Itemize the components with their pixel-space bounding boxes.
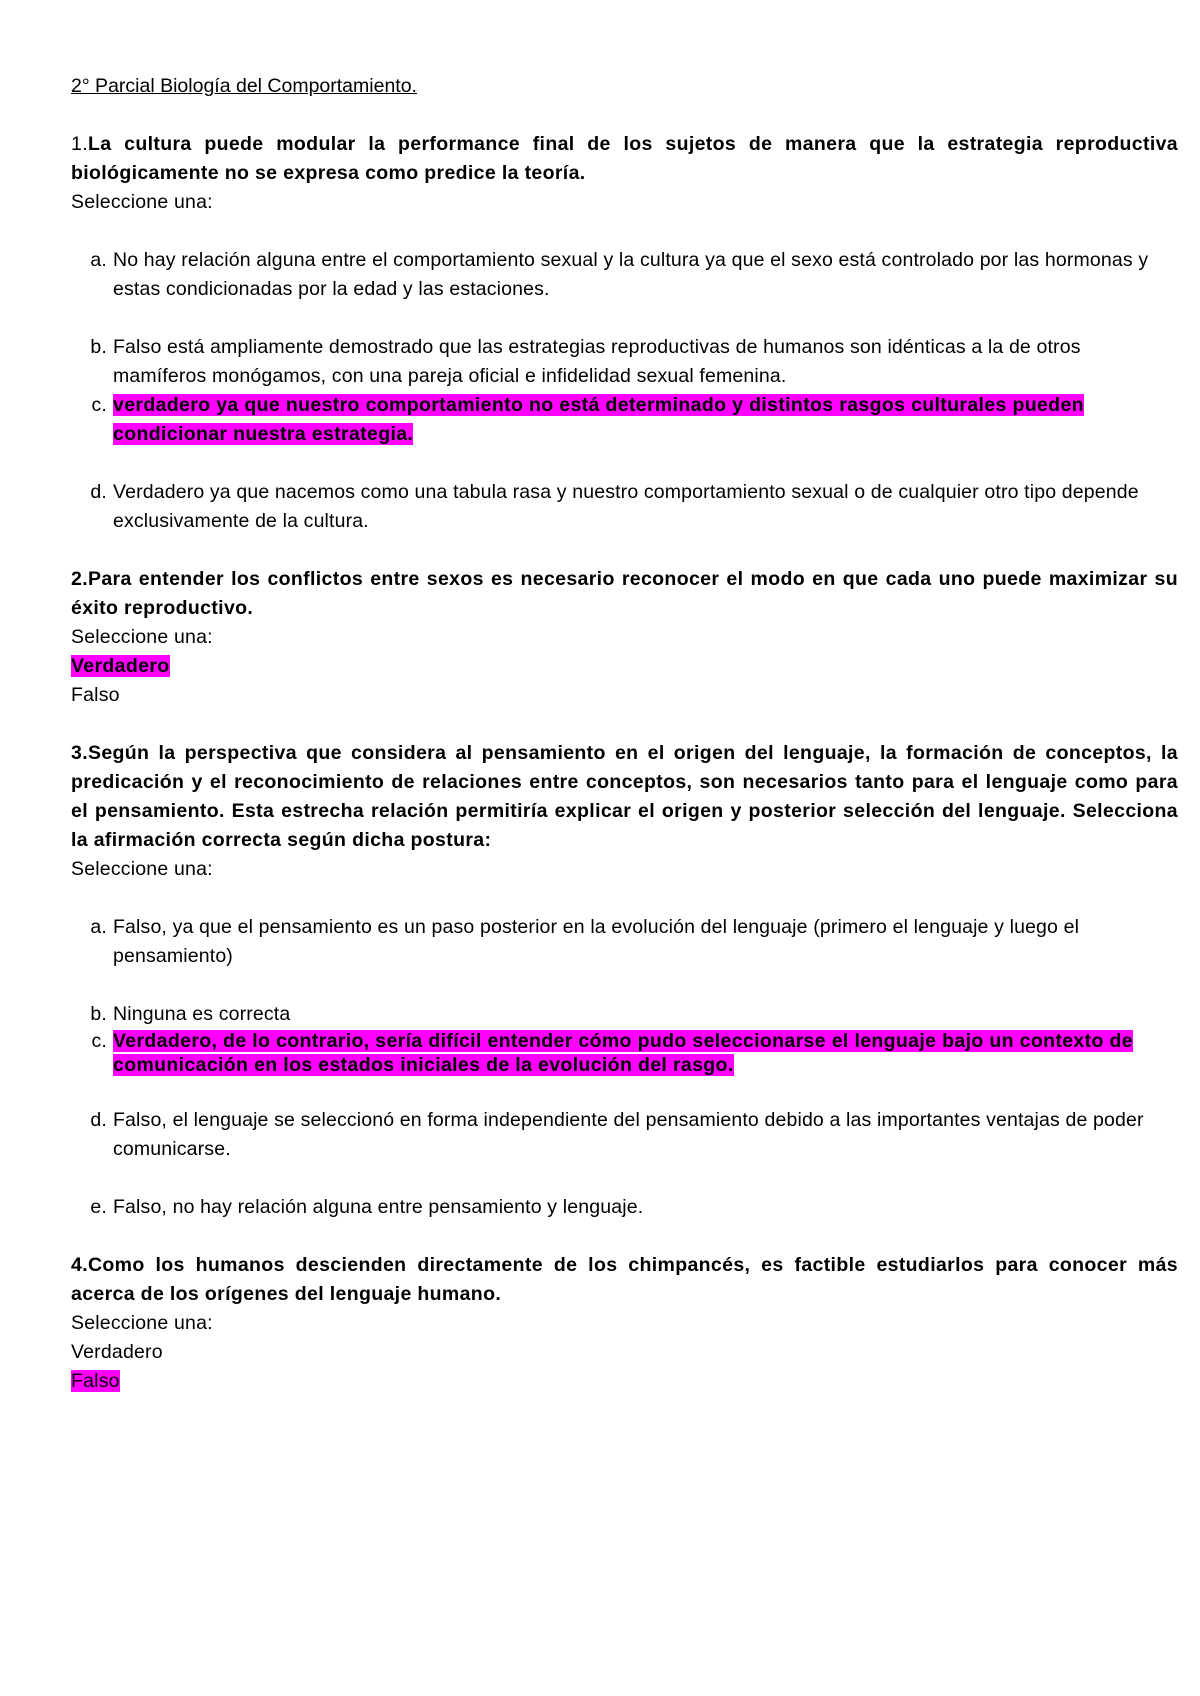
select-one-label: Seleccione una: <box>71 1312 213 1334</box>
answer-option-e <box>71 1193 1178 1222</box>
option-text: Falso, no hay relación alguna entre pensamiento y lenguaje. <box>113 1196 644 1218</box>
document-title: 2° Parcial Biología del Comportamiento. <box>71 75 417 97</box>
option-letter: a. <box>90 249 107 271</box>
option-letter: e. <box>90 1196 107 1218</box>
option-letter: b. <box>90 1003 107 1025</box>
option-text: Falso, el lenguaje se seleccionó en forma independiente del pensamiento debido a las importantes ventajas de poder comunicarse. <box>113 1109 1144 1160</box>
select-one-label: Seleccione una: <box>71 858 213 880</box>
question-4 <box>71 1251 1178 1396</box>
true-option: Verdadero <box>71 1341 163 1363</box>
option-text: Falso, ya que el pensamiento es un paso posterior en la evolución del lenguaje (primero el lenguaje y luego el pensamiento) <box>113 916 1080 967</box>
question-text <box>71 739 1178 855</box>
option-letter: c. <box>91 394 107 416</box>
option-letter: d. <box>90 481 107 503</box>
answer-option-a <box>71 246 1178 304</box>
answer-option-d <box>71 1106 1178 1164</box>
true-option-correct <box>71 652 1178 681</box>
option-letter: c. <box>91 1030 107 1052</box>
question-statement: Para entender los conflictos entre sexos es necesario reconocer el modo en que cada uno puede maximizar su éxito reproductivo. <box>71 568 1178 619</box>
question-3 <box>71 739 1178 1222</box>
answer-options <box>71 913 1178 1222</box>
question-number: 3. <box>71 742 88 764</box>
option-text: No hay relación alguna entre el comportamiento sexual y la cultura ya que el sexo está controlado por las hormonas y estas condicionadas por la edad y las estaciones. <box>113 249 1149 300</box>
question-text <box>71 565 1178 623</box>
question-statement: Según la perspectiva que considera al pensamiento en el origen del lenguaje, la formación de conceptos, la predicación y el reconocimiento de relaciones entre conceptos, son necesarios tanto para el lenguaje como para el pensamiento. Esta estrecha relación permitiría explicar el origen y posterior selección del lenguaje. Selecciona la afirmación correcta según dicha postura: <box>71 742 1178 851</box>
answer-options <box>71 246 1178 536</box>
option-text: Falso está ampliamente demostrado que las estrategias reproductivas de humanos son idénticas a la de otros mamíferos monógamos, con una pareja oficial e infidelidad sexual femenina. <box>113 336 1081 387</box>
question-number: 1. <box>71 133 88 155</box>
select-one-label: Seleccione una: <box>71 626 213 648</box>
answer-option-b <box>71 333 1178 391</box>
highlighted-correct-answer: Falso <box>71 1370 120 1392</box>
question-statement: La cultura puede modular la performance final de los sujetos de manera que la estrategia reproductiva biológicamente no se expresa como predice la teoría. <box>71 133 1178 184</box>
document-page <box>71 72 1178 1396</box>
question-text <box>71 1251 1178 1309</box>
highlighted-correct-answer: verdadero ya que nuestro comportamiento no está determinado y distintos rasgos culturales pueden condicionar nuestra estrategia. <box>113 394 1084 445</box>
answer-option-a <box>71 913 1178 971</box>
option-text: Verdadero ya que nacemos como una tabula rasa y nuestro comportamiento sexual o de cualquier otro tipo depende exclusivamente de la cultura. <box>113 481 1139 532</box>
false-option-correct <box>71 1367 1178 1396</box>
false-option: Falso <box>71 684 120 706</box>
question-statement: Como los humanos descienden directamente de los chimpancés, es factible estudiarlos para conocer más acerca de los orígenes del lenguaje humano. <box>71 1254 1178 1305</box>
answer-option-d <box>71 478 1178 536</box>
question-1 <box>71 130 1178 536</box>
question-text <box>71 130 1178 188</box>
option-letter: a. <box>90 916 107 938</box>
question-number: 2. <box>71 568 88 590</box>
answer-option-c-correct <box>71 1029 1178 1077</box>
highlighted-correct-answer: Verdadero, de lo contrario, sería difícil entender cómo pudo seleccionarse el lenguaje bajo un contexto de comunicación en los estados iniciales de la evolución del rasgo. <box>113 1030 1133 1076</box>
option-letter: d. <box>90 1109 107 1131</box>
question-2 <box>71 565 1178 710</box>
answer-option-c-correct <box>71 391 1178 449</box>
option-text: Ninguna es correcta <box>113 1003 291 1025</box>
answer-option-b <box>71 1000 1178 1029</box>
highlighted-correct-answer: Verdadero <box>71 655 170 677</box>
option-letter: b. <box>90 336 107 358</box>
select-one-label: Seleccione una: <box>71 191 213 213</box>
question-number: 4. <box>71 1254 88 1276</box>
